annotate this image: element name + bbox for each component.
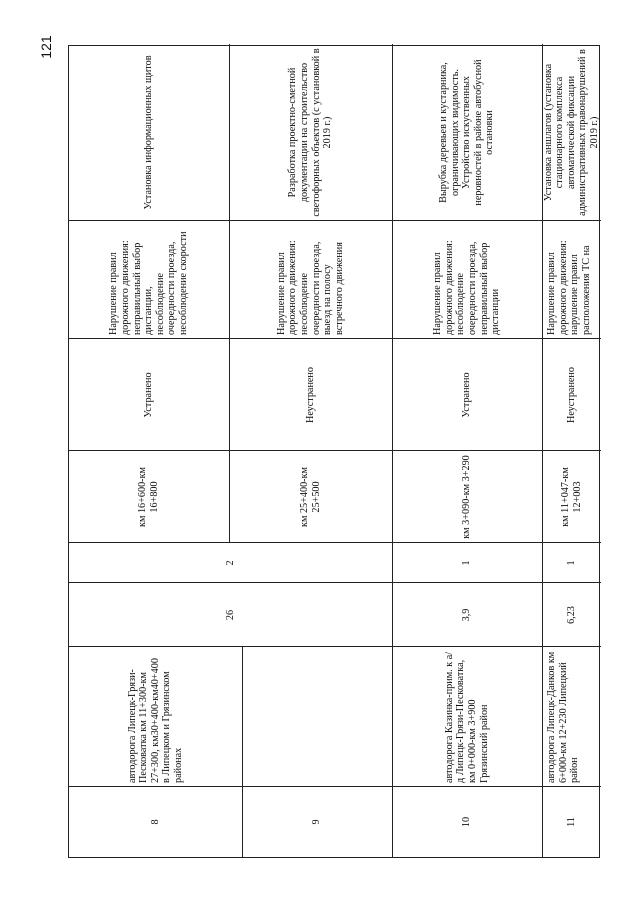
row-10-status: Устранено [461, 372, 473, 418]
row-11-violation: Нарушение правил дорожного движения: нарушение правил расположения ТС на [546, 240, 592, 335]
row-divider [242, 647, 243, 857]
row-divider [542, 44, 543, 857]
row-11-number: 11 [565, 817, 577, 827]
accident-sites-table [68, 45, 600, 858]
col-divider [69, 220, 601, 221]
row-8-section-2-measures: Разработка проектно-сметной документации на строительство светофорных объектов (с установкой в 2019 г.) [287, 48, 334, 217]
row-10-number: 10 [461, 816, 473, 828]
row-8-section-1-violation: Нарушение правил дорожного движения: неправильный выбор дистанции, несоблюдение очередности проезда, несоблюдение скорости [108, 231, 189, 335]
row-8-road: автодорога Липецк-Грязи-Песковатка км 11+300-км 27+300, км30+400-км40+400 в Липецком и Грязинском районах [126, 658, 184, 783]
row-8-section-1-km: км 16+600-км 16+800 [137, 467, 160, 527]
row-11-length: 6,23 [565, 606, 577, 624]
row-8-section-1-measures: Установка информационных щитов [143, 55, 155, 210]
row-8-number: 8 [149, 819, 161, 825]
row-11-measures: Установка аншлагов (установка стационарного комплекса автоматической фиксации административных правонарушений в 2019 г.) [542, 49, 600, 216]
row-divider [392, 44, 393, 857]
row-8-section-2-status: Неустранено [304, 367, 316, 423]
row-divider [229, 44, 230, 543]
page-number: 121 [38, 35, 54, 59]
row-10-violation: Нарушение правил дорожного движения: несоблюдение очередности проезда, неправильный выбор дистанции [432, 240, 502, 335]
row-10-count: 1 [461, 560, 473, 566]
row-8-length: 26 [224, 609, 236, 621]
row-10-length: 3,9 [461, 608, 473, 622]
col-divider [69, 450, 601, 451]
row-10-road: автодорога Казинка-прим. к а/д Липецк-Грязи-Песковатка, км 0+000-км 3+900 Грязинский район [443, 651, 490, 783]
row-11-km: км 11+047-км 12+003 [559, 467, 583, 527]
row-8-section-2-violation: Нарушение правил дорожного движения: несоблюдение очередности проезда, выезд на полосу встречного движения [275, 240, 345, 335]
col-divider [69, 542, 601, 543]
col-divider [69, 646, 601, 647]
col-divider [69, 338, 601, 339]
row-8-section-2-km: км 25+400-км 25+500 [298, 467, 322, 527]
row-8-section-1-status: Устранено [143, 372, 155, 418]
row-11-count: 1 [565, 560, 577, 566]
row-8-count: 2 [224, 560, 236, 566]
row-10-measures: Вырубка деревьев и кустарника, ограничивающих видимость. Устройство искуственных неровностей в районе автобусной остановки [438, 59, 496, 206]
row-11-status: Неустранено [565, 367, 577, 423]
row-11-road: автодорога Липецк-Данков км 6+000-км 12+230 Липецкий район [546, 651, 581, 783]
row-10-km: км 3+090-км 3+290 [461, 455, 473, 539]
col-divider [69, 582, 601, 583]
col-divider [69, 786, 601, 787]
row-9-number: 9 [311, 819, 323, 825]
